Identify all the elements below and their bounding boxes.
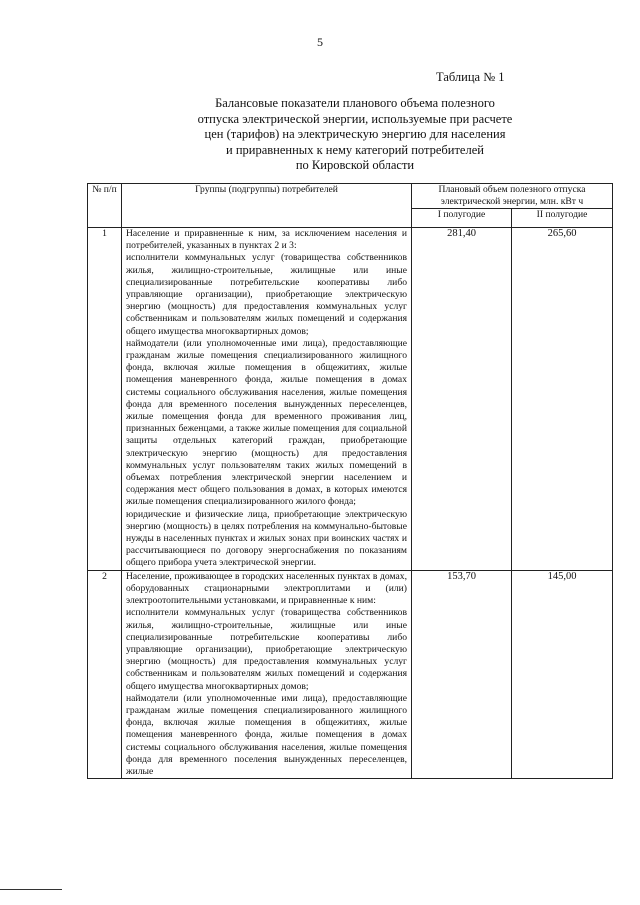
header-groups: Группы (подгруппы) потребителей [122,184,412,228]
paragraph: наймодатели (или уполномоченные ими лица), предоставляющие гражданам жилые помещения специализированного жилищного фонда, включая жилые помещения в общежитиях, жилые помещения маневренного фонда, жилые помещения в домах системы социального обслуживания населения, жилые помещения фонда для временного поселения вынужденных переселенцев, жилые [126,692,407,777]
row-half2-value: 265,60 [512,228,613,571]
row-description [122,570,412,778]
page-number: 5 [317,35,323,49]
row-description [122,228,412,571]
row-num: 1 [88,228,122,571]
paragraph: исполнители коммунальных услуг (товарищества собственников жилья, жилищно-строительные, жилищные или иные специализированные потребительские кооперативы либо управляющие организации), приобретающие электрическую энергию (мощность) для предоставления коммунальных услуг собственникам и пользователям жилых помещений и содержания общего имущества многоквартирных домов; [126,607,407,692]
row-half1-value: 281,40 [412,228,512,571]
table-row [88,570,613,778]
row-half1-value: 153,70 [412,570,512,778]
paragraph: Население, проживающее в городских населенных пунктах в домах, оборудованных стационарными электроплитами и (или) электроотопительными установками, и приравненные к ним: [126,570,407,607]
footnote-separator [0,889,62,890]
header-volume: Плановый объем полезного отпуска электрической энергии, млн. кВт ч [412,184,613,209]
paragraph: исполнители коммунальных услуг (товарищества собственников жилья, жилищно-строительные, жилищные или иные специализированные потребительские кооперативы либо управляющие организации), приобретающие электрическую энергию (мощность) для предоставления коммунальных услуг собственникам и пользователям жилых помещений и содержания общего имущества многоквартирных домов; [126,252,407,337]
header-num: № п/п [88,184,122,228]
header-half2: II полугодие [512,209,613,228]
table-label: Таблица № 1 [436,70,505,84]
header-half1: I полугодие [412,209,512,228]
caption-line: отпуска электрической энергии, используемые при расчете [197,111,513,126]
caption-line: Балансовые показатели планового объема полезного [215,96,495,110]
caption-line: и приравненных к нему категорий потребителей [226,142,484,157]
caption-line: цен (тарифов) на электрическую энергию для населения [204,127,506,141]
balance-table [87,183,613,779]
table-row [88,228,613,571]
paragraph: наймодатели (или уполномоченные ими лица), предоставляющие гражданам жилые помещения специализированного жилищного фонда, включая жилые помещения в общежитиях, жилые помещения маневренного фонда, жилые помещения в домах системы социального обслуживания населения, жилые помещения фонда для временного поселения вынужденных переселенцев, жилые помещения фонда для временного проживания лиц, признанных беженцами, а также жилые помещения для социальной защиты отдельных категорий граждан, приобретающие электрическую энергию (мощность) для предоставления коммунальных услуг пользователям таких жилых помещений в объемах потребления электрической энергии населением и содержания мест общего пользования в домах, в которых имеются жилые помещения специализированного жилого фонда; [126,337,407,508]
row-num: 2 [88,570,122,778]
paragraph: юридические и физические лица, приобретающие электрическую энергию (мощность) в целях потребления на коммунально-бытовые нужды в населенных пунктах и жилых зонах при воинских частях и рассчитывающиеся по договору энергоснабжения по показаниям общего прибора учета электрической энергии. [126,508,407,569]
paragraph: Население и приравненные к ним, за исключением населения и потребителей, указанных в пунктах 2 и 3: [126,228,407,252]
table-caption [155,96,555,174]
row-half2-value: 145,00 [512,570,613,778]
caption-line: по Кировской области [295,158,415,172]
